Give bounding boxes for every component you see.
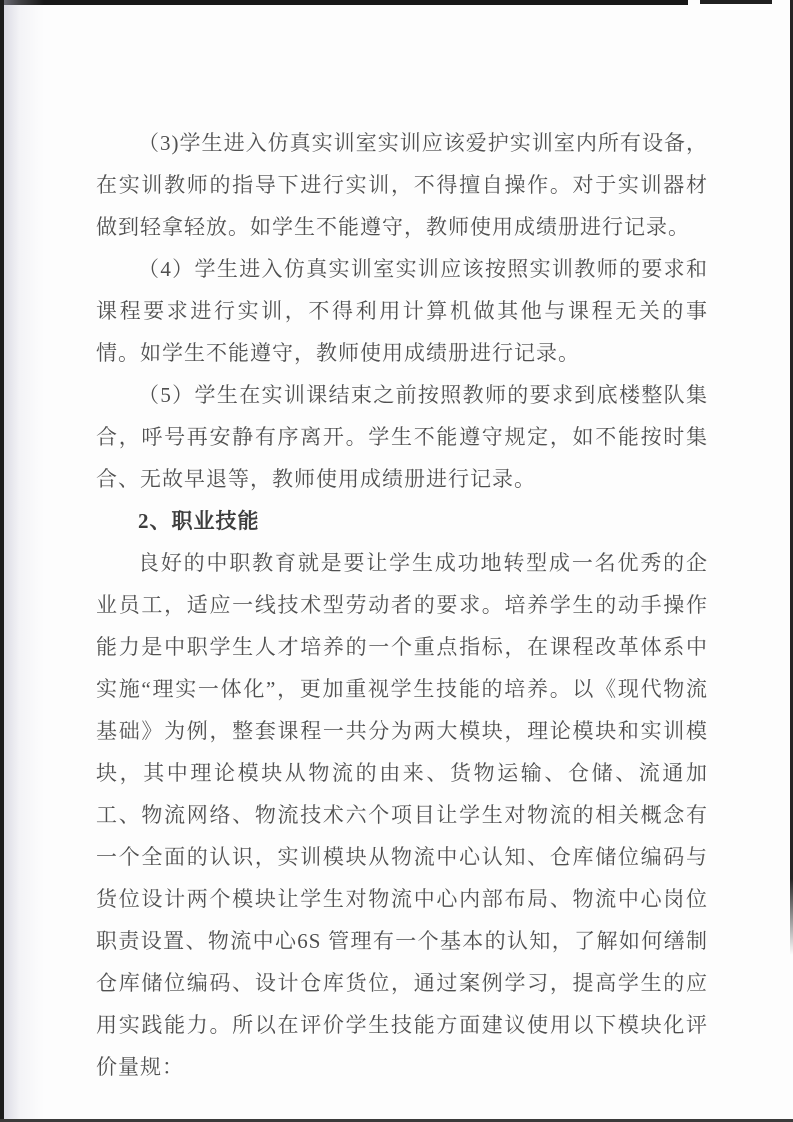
scan-edge-top-segment: [700, 0, 772, 4]
scan-edge-top: [0, 0, 688, 5]
document-text-block: [96, 122, 708, 1088]
paragraph-vocational-skills-body: 良好的中职教育就是要让学生成功地转型成一名优秀的企业员工，适应一线技术型劳动者的要求。培养学生的动手操作能力是中职学生人才培养的一个重点指标，在课程改革体系中实施“理实一体化”，更加重视学生技能的培养。以《现代物流基础》为例，整套课程一共分为两大模块，理论模块和实训模块，其中理论模块从物流的由来、货物运输、仓储、流通加工、物流网络、物流技术六个项目让学生对物流的相关概念有一个全面的认识，实训模块从物流中心认知、仓库储位编码与货位设计两个模块让学生对物流中心内部布局、物流中心岗位职责设置、物流中心6S 管理有一个基本的认知，了解如何缮制仓库储位编码、设计仓库货位，通过案例学习，提高学生的应用实践能力。所以在评价学生技能方面建议使用以下模块化评价量规：: [96, 551, 708, 1079]
scan-gutter-shadow: [4, 0, 44, 1122]
paragraph-rule-5: （5）学生在实训课结束之前按照教师的要求到底楼整队集合，呼号再安静有序离开。学生不能遵守规定，如不能按时集合、无故早退等，教师使用成绩册进行记录。: [96, 383, 708, 491]
section-heading-vocational-skills: 2、职业技能: [138, 509, 260, 533]
paragraph-rule-4: （4）学生进入仿真实训室实训应该按照实训教师的要求和课程要求进行实训，不得利用计算机做其他与课程无关的事情。如学生不能遵守，教师使用成绩册进行记录。: [96, 257, 708, 365]
paragraph-rule-3: （3)学生进入仿真实训室实训应该爱护实训室内所有设备，在实训教师的指导下进行实训，不得擅自操作。对于实训器材做到轻拿轻放。如学生不能遵守，教师使用成绩册进行记录。: [96, 131, 708, 239]
